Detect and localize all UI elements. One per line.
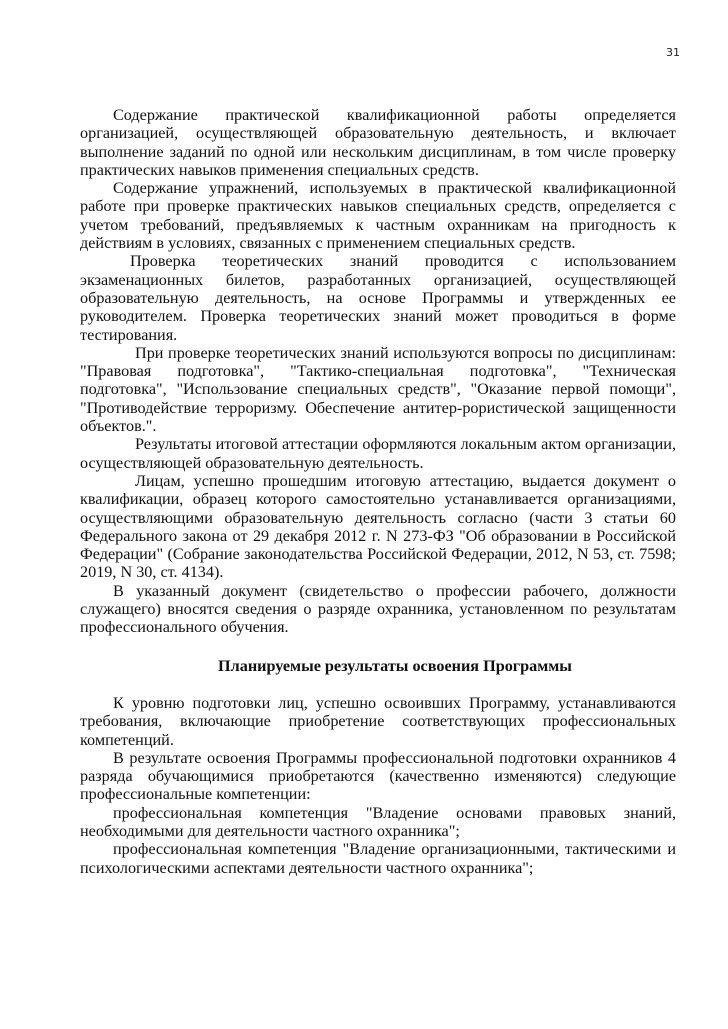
section-heading: Планируемые результаты освоения Программы — [218, 656, 572, 675]
document-body — [80, 106, 676, 877]
paragraph-qualification-document: Лицам, успешно прошедшим итоговую аттестацию, выдается документ о квалификации, образец которого самостоятельно устанавливается организациями, осуществляющими образовательную деятельность согласно (части 3 статьи 60 Федерального закона от 29 декабря 2012 г. N 273-ФЗ "Об образовании в Российской Федерации" (Собрание законодательства Российской Федерации, 2012, N 53, ст. 7598; 2019, N 30, ст. 4134). — [80, 471, 676, 582]
paragraph-exercises: Содержание упражнений, используемых в практической квалификационной работе при проверке практических навыков специальных средств, определяется с учетом требований, предъявляемых к частным охранникам на пригодность к действиям в условиях, связанных с применением специальных средств. — [80, 179, 676, 253]
competency-organizational-tactical: профессиональная компетенция "Владение организационными, тактическими и психологическими аспектами деятельности частного охранника"; — [80, 840, 676, 877]
paragraph-requirements: К уровню подготовки лиц, успешно освоивших Программу, устанавливаются требования, включающие приобретение соответствующих профессиональных компетенций. — [80, 693, 676, 749]
paragraph-document-details: В указанный документ (свидетельство о профессии рабочего, должности служащего) вносятся сведения о разряде охранника, установленном по результатам профессионального обучения. — [80, 581, 676, 637]
paragraph-practical-work: Содержание практической квалификационной работы определяется организацией, осуществляющей образовательную деятельность, и включает выполнение заданий по одной или нескольким дисциплинам, в том числе проверку практических навыков применения специальных средств. — [80, 106, 676, 179]
paragraph-competencies-intro: В результате освоения Программы профессиональной подготовки охранников 4 разряда обучающимися приобретаются (качественно изменяются) следующие профессиональные компетенции: — [80, 748, 676, 804]
paragraph-theory-questions: При проверке теоретических знаний используются вопросы по дисциплинам: "Правовая подготовка", "Тактико-специальная подготовка", "Техническая подготовка", "Использование специальных средств", "Оказание первой помощи", "Противодействие терроризму. Обеспечение антитер-рористической защищенности объектов.". — [80, 343, 676, 436]
page-number: 31 — [666, 46, 680, 59]
paragraph-attestation-results: Результаты итоговой аттестации оформляются локальным актом организации, осуществляющей образовательную деятельность. — [80, 435, 676, 472]
paragraph-theory-check: Проверка теоретических знаний проводится с использованием экзаменационных билетов, разработанных организацией, осуществляющей образовательную деятельность, на основе Программы и утвержденных ее руководителем. Проверка теоретических знаний может проводиться в форме тестирования. — [80, 252, 676, 344]
competency-legal-knowledge: профессиональная компетенция "Владение основами правовых знаний, необходимыми для деятельности частного охранника"; — [80, 803, 676, 840]
